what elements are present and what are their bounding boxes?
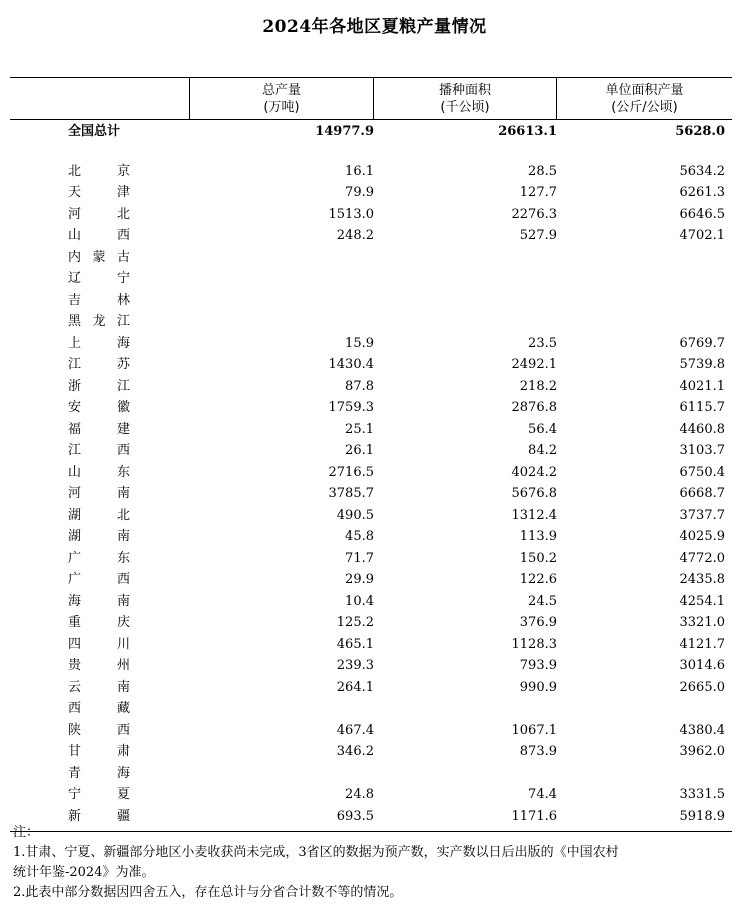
note-line: 1.甘肃、宁夏、新疆部分地区小麦收获尚未完成，3省区的数据为预产数，实产数以日后出版的《中国农村 (13, 845, 619, 860)
region-name-char: 江 (116, 314, 130, 329)
yield-value: 3321.0 (679, 615, 725, 630)
header-unit: (万吨) (263, 99, 300, 115)
region-name (68, 677, 130, 699)
table-row (10, 440, 732, 462)
table-row (10, 591, 732, 613)
total-output-value: 125.2 (336, 615, 374, 630)
region-name-char: 西 (116, 572, 130, 587)
region-name-char: 甘 (68, 744, 82, 759)
total-output-value: 3785.7 (328, 486, 374, 501)
sown-area-value: 2276.3 (511, 206, 557, 222)
table-row (10, 290, 732, 312)
spacer (10, 143, 732, 161)
region-name-char: 陕 (68, 722, 82, 738)
region-name-char: 安 (68, 400, 82, 415)
yield-value: 4025.9 (679, 529, 725, 544)
region-name-char: 京 (116, 163, 130, 179)
note-line: 注： (13, 825, 40, 840)
region-name (68, 462, 130, 484)
yield-value: 6261.3 (679, 185, 725, 200)
total-output-value: 490.5 (336, 507, 374, 523)
region-name (68, 634, 130, 656)
region-name-char: 上 (68, 335, 82, 351)
header-label: 总产量 (261, 82, 301, 98)
region-name (68, 612, 130, 634)
yield-value: 3962.0 (679, 744, 725, 759)
yield-value: 3331.5 (679, 787, 725, 802)
yield-value: 6115.7 (679, 400, 725, 415)
region-name-char: 福 (68, 421, 82, 437)
note-line: 2.此表中部分数据因四舍五入，存在总计与分省合计数不等的情况。 (13, 885, 403, 900)
region-name (68, 548, 130, 570)
yield-value: 6646.5 (679, 206, 725, 222)
region-name-char: 海 (116, 765, 130, 781)
region-name-char: 海 (116, 335, 130, 351)
region-name-char: 贵 (68, 658, 82, 673)
table-row (10, 268, 732, 290)
total-output-value: 693.5 (336, 808, 374, 824)
sown-area-value: 56.4 (528, 421, 557, 437)
region-name-char: 南 (116, 529, 130, 544)
region-name-char: 山 (68, 228, 82, 243)
region-name-char: 江 (116, 378, 130, 394)
total-output-value: 24.8 (345, 787, 374, 802)
row-name: 全国总计 (68, 124, 121, 139)
table-row (10, 677, 732, 699)
total-output-value: 10.4 (345, 593, 374, 609)
region-name-char: 蒙 (92, 249, 106, 265)
region-name-char: 四 (68, 636, 82, 652)
total-output-value: 79.9 (345, 185, 374, 200)
region-name-char: 林 (116, 292, 130, 308)
region-name (68, 311, 130, 333)
sown-area-value: 218.2 (519, 378, 557, 394)
sown-area-value: 1171.6 (511, 808, 557, 824)
table-row (10, 397, 732, 419)
region-name-char: 江 (68, 443, 82, 458)
table-row-total (10, 121, 732, 143)
region-name (68, 268, 130, 290)
table-row (10, 784, 732, 806)
yield-value: 3737.7 (679, 507, 725, 523)
total-output-value: 467.4 (336, 722, 374, 738)
total-output-value: 239.3 (336, 658, 374, 673)
sown-area-value: 84.2 (528, 443, 557, 458)
yield-value: 5628.0 (675, 124, 725, 139)
table-row (10, 612, 732, 634)
yield-value: 6769.7 (679, 335, 725, 351)
region-name-char: 浙 (68, 378, 82, 394)
yield-value: 4460.8 (679, 421, 725, 437)
region-name-char: 东 (116, 464, 130, 480)
summer-grain-table (10, 77, 732, 832)
table-row (10, 505, 732, 527)
region-name-char: 吉 (68, 292, 82, 308)
header-label: 单位面积产量 (605, 82, 684, 98)
note-line: 统计年鉴-2024》为准。 (13, 865, 155, 880)
region-name (68, 161, 130, 183)
table-row (10, 225, 732, 247)
region-name-char: 徽 (116, 400, 130, 415)
region-name-char: 西 (116, 228, 130, 243)
region-name-char: 内 (68, 249, 82, 265)
header-total-output (190, 78, 373, 119)
region-name (68, 397, 130, 419)
region-name (68, 655, 130, 677)
region-name-char: 西 (116, 722, 130, 738)
table-row (10, 247, 732, 269)
region-name (68, 419, 130, 441)
total-output-value: 25.1 (345, 421, 374, 437)
region-name-char: 宁 (68, 787, 82, 802)
table-row (10, 204, 732, 226)
region-name-char: 北 (68, 163, 82, 179)
region-name-char: 青 (68, 765, 82, 781)
sown-area-value: 74.4 (528, 787, 557, 802)
table-row (10, 698, 732, 720)
region-name (68, 376, 130, 398)
sown-area-value: 2876.8 (511, 400, 557, 415)
total-output-value: 26.1 (345, 443, 374, 458)
sown-area-value: 24.5 (528, 593, 557, 609)
region-name (68, 225, 130, 247)
region-name (68, 440, 130, 462)
total-output-value: 45.8 (345, 529, 374, 544)
region-name-char: 龙 (92, 314, 106, 329)
yield-value: 4702.1 (679, 228, 725, 243)
region-name-char: 云 (68, 679, 82, 695)
region-name-char: 州 (116, 658, 130, 673)
total-output-value: 465.1 (336, 636, 374, 652)
sown-area-value: 2492.1 (511, 357, 557, 372)
region-name-char: 重 (68, 615, 82, 630)
total-output-value: 264.1 (336, 679, 374, 695)
sown-area-value: 990.9 (519, 679, 557, 695)
region-name-char: 湖 (68, 529, 82, 544)
region-name-char: 广 (68, 550, 82, 566)
region-name (68, 182, 130, 204)
region-name (68, 290, 130, 312)
region-name (68, 526, 130, 548)
table-row (10, 483, 732, 505)
region-name (68, 204, 130, 226)
sown-area-value: 113.9 (519, 529, 557, 544)
region-name-char: 川 (116, 636, 130, 652)
table-row (10, 376, 732, 398)
table-row (10, 419, 732, 441)
yield-value: 2435.8 (679, 572, 725, 587)
region-name-char: 黑 (68, 314, 82, 329)
region-name (68, 569, 130, 591)
region-name-char: 南 (116, 486, 130, 501)
sown-area-value: 793.9 (519, 658, 557, 673)
region-name (68, 720, 130, 742)
region-name-char: 夏 (116, 787, 130, 802)
sown-area-value: 1312.4 (511, 507, 557, 523)
region-name-char: 古 (116, 249, 130, 265)
sown-area-value: 527.9 (519, 228, 557, 243)
sown-area-value: 150.2 (519, 550, 557, 566)
sown-area-value: 127.7 (519, 185, 557, 200)
total-output-value: 248.2 (336, 228, 374, 243)
region-name-char: 河 (68, 206, 82, 222)
page-title: 2024年各地区夏粮产量情况 (262, 17, 487, 37)
region-name-char: 江 (68, 357, 82, 372)
yield-value: 4380.4 (679, 722, 725, 738)
table-row (10, 763, 732, 785)
region-name-char: 肃 (116, 744, 130, 759)
region-name-char: 新 (68, 808, 82, 824)
region-name (68, 483, 130, 505)
table-row (10, 354, 732, 376)
table-header (10, 77, 732, 120)
yield-value: 6750.4 (679, 464, 725, 480)
total-output-value: 87.8 (345, 378, 374, 394)
table-row (10, 333, 732, 355)
sown-area-value: 873.9 (519, 744, 557, 759)
table-row (10, 161, 732, 183)
header-yield (557, 78, 732, 119)
region-name (68, 698, 130, 720)
region-name (68, 591, 130, 613)
region-name-char: 天 (68, 185, 82, 200)
sown-area-value: 26613.1 (498, 124, 557, 139)
yield-value: 5739.8 (679, 357, 725, 372)
yield-value: 5634.2 (679, 163, 725, 179)
total-output-value: 1759.3 (328, 400, 374, 415)
region-name (68, 763, 130, 785)
yield-value: 3014.6 (679, 658, 725, 673)
region-name-char: 藏 (116, 701, 130, 716)
sown-area-value: 122.6 (519, 572, 557, 587)
region-name (68, 247, 130, 269)
total-output-value: 14977.9 (315, 124, 374, 139)
region-name-char: 建 (116, 421, 130, 437)
region-name-char: 北 (116, 507, 130, 523)
notes (13, 823, 733, 903)
table-row (10, 548, 732, 570)
sown-area-value: 4024.2 (511, 464, 557, 480)
total-output-value: 16.1 (345, 163, 374, 179)
yield-value: 2665.0 (679, 679, 725, 695)
yield-value: 5918.9 (679, 808, 725, 824)
table-row (10, 311, 732, 333)
region-name-char: 南 (116, 679, 130, 695)
total-output-value: 1430.4 (328, 357, 374, 372)
table-row (10, 569, 732, 591)
table-row (10, 655, 732, 677)
total-output-value: 346.2 (336, 744, 374, 759)
header-sown-area (374, 78, 556, 119)
region-name (68, 333, 130, 355)
region-name-char: 东 (116, 550, 130, 566)
region-name-char: 广 (68, 572, 82, 587)
region-name-char: 南 (116, 593, 130, 609)
region-name-char: 宁 (116, 271, 130, 286)
region-name (68, 354, 130, 376)
region-name-char: 西 (116, 443, 130, 458)
region-name-char: 津 (116, 185, 130, 200)
region-name-char: 北 (116, 206, 130, 222)
region-name-char: 西 (68, 701, 82, 716)
total-output-value: 1513.0 (328, 206, 374, 222)
region-name-char: 辽 (68, 271, 82, 286)
sown-area-value: 28.5 (528, 163, 557, 179)
table-row (10, 462, 732, 484)
region-name-char: 苏 (116, 357, 130, 372)
table-row (10, 182, 732, 204)
sown-area-value: 23.5 (528, 335, 557, 351)
region-name-char: 河 (68, 486, 82, 501)
table-row (10, 741, 732, 763)
yield-value: 4021.1 (679, 378, 725, 394)
sown-area-value: 5676.8 (511, 486, 557, 501)
total-output-value: 71.7 (345, 550, 374, 566)
region-name-char: 疆 (116, 808, 130, 824)
sown-area-value: 1067.1 (511, 722, 557, 738)
region-name (68, 741, 130, 763)
table-row (10, 526, 732, 548)
region-name-char: 庆 (116, 615, 130, 630)
yield-value: 4254.1 (679, 593, 725, 609)
sown-area-value: 376.9 (519, 615, 557, 630)
total-output-value: 29.9 (345, 572, 374, 587)
yield-value: 4772.0 (679, 550, 725, 566)
yield-value: 3103.7 (679, 443, 725, 458)
total-output-value: 15.9 (345, 335, 374, 351)
total-output-value: 2716.5 (328, 464, 374, 480)
region-name (68, 505, 130, 527)
region-name-char: 湖 (68, 507, 82, 523)
header-unit: (千公顷) (440, 99, 490, 115)
region-name-char: 海 (68, 593, 82, 609)
header-label: 播种面积 (438, 82, 491, 98)
header-unit: (公斤/公顷) (611, 99, 678, 115)
sown-area-value: 1128.3 (511, 636, 557, 652)
table-row (10, 634, 732, 656)
yield-value: 4121.7 (679, 636, 725, 652)
province-rows (10, 161, 732, 828)
table-row (10, 720, 732, 742)
region-name (68, 784, 130, 806)
region-name-char: 山 (68, 464, 82, 480)
yield-value: 6668.7 (679, 486, 725, 501)
